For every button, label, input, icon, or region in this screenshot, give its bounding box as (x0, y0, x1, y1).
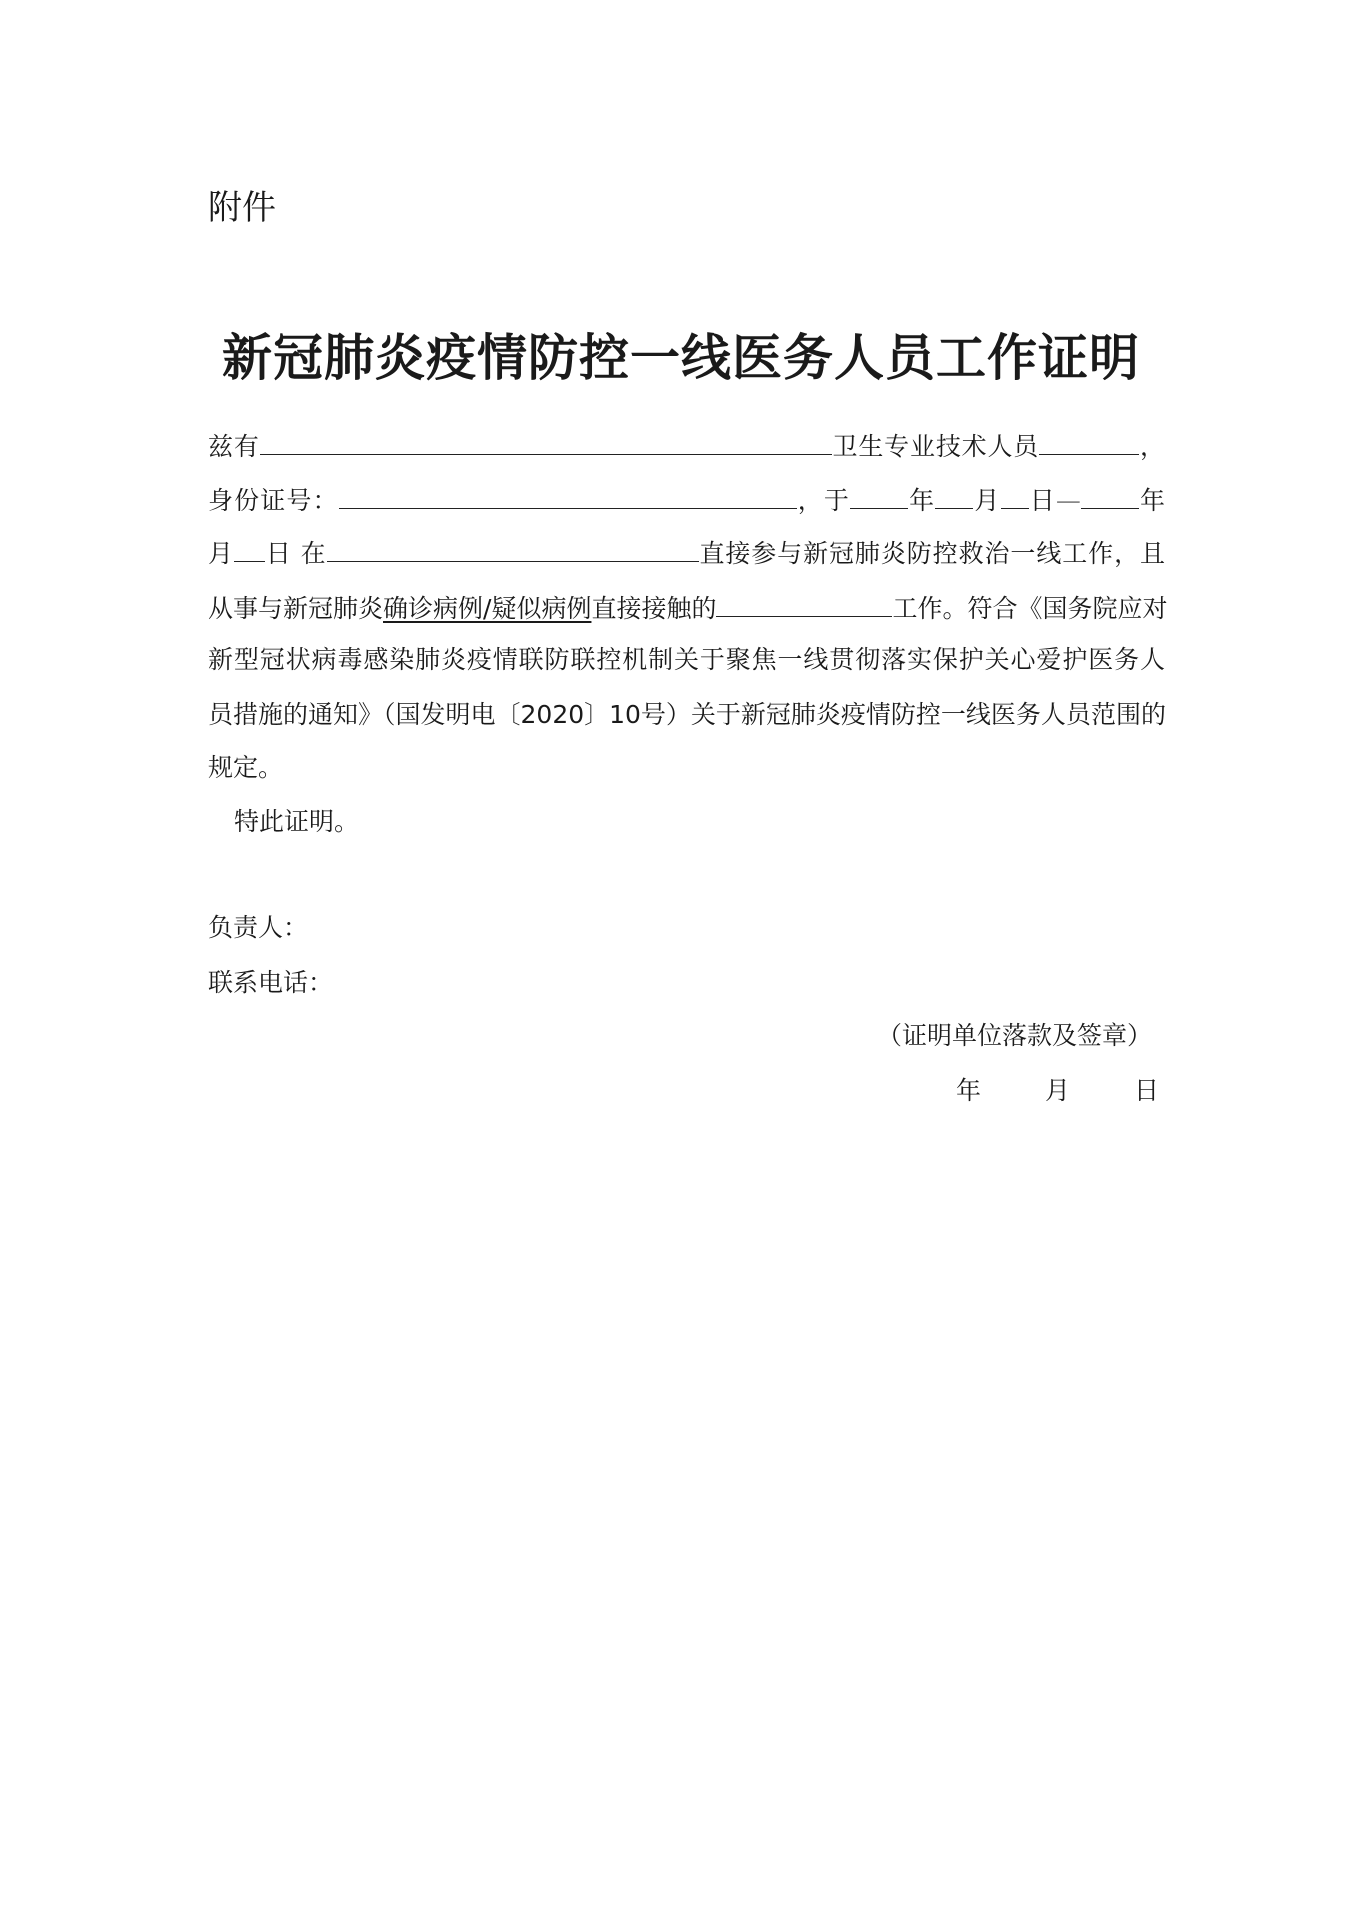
seal-label: （证明单位落款及签章） (876, 1021, 1152, 1050)
end-year-blank[interactable] (1081, 482, 1139, 509)
text: 直接参与新冠肺炎防控救治一线工作，且 (698, 539, 1165, 568)
body-line-5: 新型冠状病毒感染肺炎疫情联防联控机制关于聚焦一线贯彻落实保护关心爱护医务人 (208, 645, 1165, 674)
start-year-blank[interactable] (850, 482, 908, 509)
text: 从事与新冠肺炎 (208, 594, 384, 623)
date-day-label: 日 (1134, 1076, 1160, 1105)
text: 卫生专业技术人员 (831, 432, 1040, 461)
end-day-blank[interactable] (234, 535, 265, 562)
attachment-label: 附件 (208, 188, 276, 228)
text: 日 在 (264, 539, 327, 568)
text: 月 (973, 486, 1001, 515)
start-day-blank[interactable] (1001, 482, 1029, 509)
text: 年 (908, 486, 936, 515)
title-blank[interactable] (1039, 428, 1139, 455)
text: — (1055, 486, 1081, 515)
text: 年 (1138, 486, 1165, 515)
body-line-4 (208, 590, 1168, 626)
body-line-3 (208, 535, 1165, 571)
date-year-label: 年 (956, 1076, 982, 1105)
body-line-1 (208, 428, 1165, 464)
text: 日 (1028, 486, 1056, 515)
phone-label: 联系电话： (208, 968, 334, 997)
date-month-label: 月 (1045, 1076, 1071, 1105)
text: 直接接触的 (591, 594, 717, 623)
body-line-6: 员措施的通知》（国发明电〔2020〕10号）关于新冠肺炎疫情防控一线医务人员范围的 (208, 700, 1166, 729)
text: 兹有 (208, 432, 260, 461)
body-line-2 (208, 482, 1165, 518)
text: 工作。符合《国务院应对 (892, 594, 1168, 623)
responsible-person-label: 负责人： (208, 913, 309, 942)
work-type-blank[interactable] (716, 590, 892, 617)
case-type-text: 确诊病例/疑似病例 (383, 594, 592, 623)
text: ， (1139, 432, 1165, 461)
text: 身份证号： (208, 486, 339, 515)
start-month-blank[interactable] (935, 482, 973, 509)
certify-text: 特此证明。 (234, 807, 360, 836)
body-line-7: 规定。 (208, 753, 284, 782)
text: 月 (208, 539, 234, 568)
name-blank[interactable] (260, 428, 832, 455)
workplace-blank[interactable] (327, 535, 699, 562)
id-number-blank[interactable] (339, 482, 797, 509)
text: ，于 (796, 486, 851, 515)
document-title: 新冠肺炎疫情防控一线医务人员工作证明 (222, 329, 1140, 387)
